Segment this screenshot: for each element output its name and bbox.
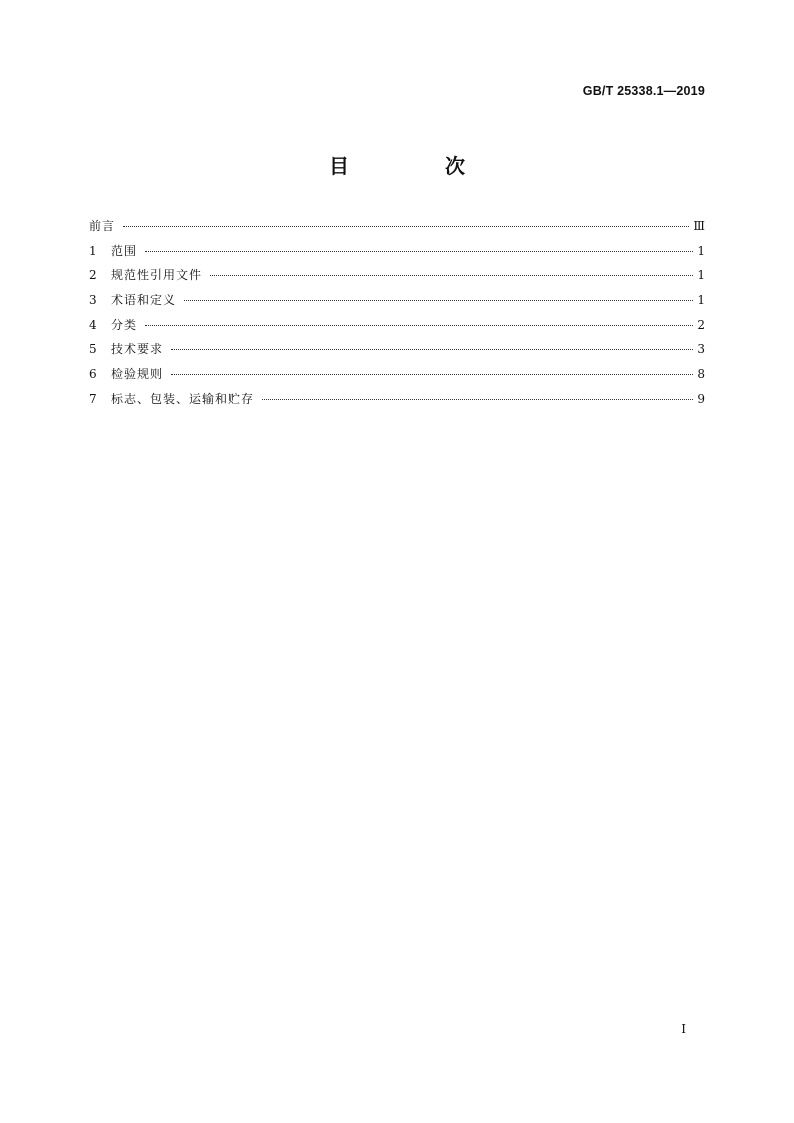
toc-entry-page: 1 xyxy=(697,268,705,283)
toc-entry-page: 1 xyxy=(697,243,705,258)
toc-entry-page: Ⅲ xyxy=(693,219,705,233)
toc-entry-page: 1 xyxy=(697,293,705,308)
table-of-contents xyxy=(89,218,705,416)
toc-entry-label: 标志、包装、运输和贮存 xyxy=(111,391,255,406)
toc-entry-classification[interactable] xyxy=(89,317,705,342)
toc-entry-number: 1 xyxy=(89,243,97,258)
standard-code: GB/T 25338.1—2019 xyxy=(582,84,705,98)
toc-entry-inspection-rules[interactable] xyxy=(89,366,705,391)
toc-entry-page: 9 xyxy=(697,391,705,406)
toc-entry-page: 8 xyxy=(697,367,705,382)
toc-dot-leader xyxy=(184,299,693,301)
page-number: I xyxy=(681,1022,686,1036)
toc-entry-scope[interactable] xyxy=(89,243,705,268)
toc-entry-label: 术语和定义 xyxy=(111,293,177,308)
toc-entry-number: 2 xyxy=(89,268,97,283)
toc-entry-label: 检验规则 xyxy=(111,367,164,382)
toc-dot-leader xyxy=(171,373,693,375)
toc-entry-label: 规范性引用文件 xyxy=(111,268,203,283)
toc-entry-terms-definitions[interactable] xyxy=(89,292,705,317)
toc-entry-preface[interactable] xyxy=(89,218,705,243)
toc-entry-number: 5 xyxy=(89,342,97,357)
toc-entry-label: 分类 xyxy=(111,317,138,332)
toc-entry-page: 2 xyxy=(697,317,705,332)
toc-dot-leader xyxy=(262,398,693,400)
toc-dot-leader xyxy=(145,250,693,252)
toc-entry-number: 6 xyxy=(89,367,97,382)
page-title: 目 次 xyxy=(329,154,503,178)
toc-dot-leader xyxy=(210,274,693,276)
toc-entry-number: 3 xyxy=(89,293,97,308)
toc-entry-label: 前言 xyxy=(89,219,116,233)
toc-entry-number: 7 xyxy=(89,391,97,406)
toc-entry-label: 范围 xyxy=(111,243,138,258)
toc-entry-number: 4 xyxy=(89,317,97,332)
toc-entry-page: 3 xyxy=(697,342,705,357)
toc-dot-leader xyxy=(171,348,693,350)
toc-entry-normative-references[interactable] xyxy=(89,267,705,292)
toc-dot-leader xyxy=(123,225,689,227)
toc-dot-leader xyxy=(145,324,693,326)
toc-entry-label: 技术要求 xyxy=(111,342,164,357)
toc-entry-technical-requirements[interactable] xyxy=(89,341,705,366)
toc-entry-marking-packaging[interactable] xyxy=(89,391,705,416)
